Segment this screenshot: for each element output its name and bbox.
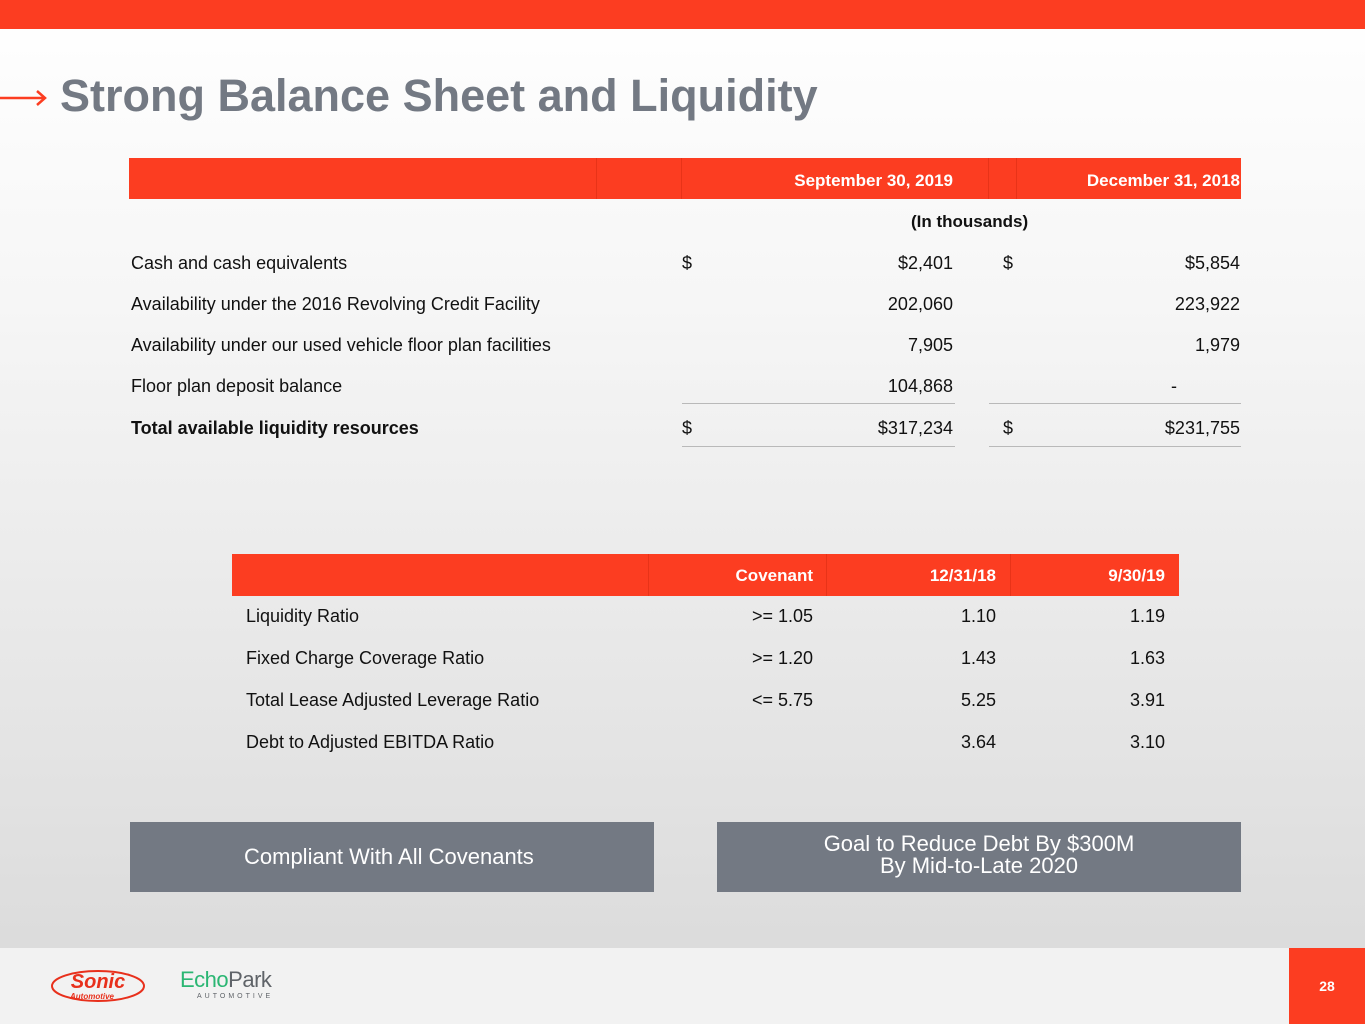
callout-line-1: Goal to Reduce Debt By $300M <box>823 831 1135 856</box>
value-2019: 104,868 <box>887 376 953 396</box>
page-number: 28 <box>1289 948 1365 1024</box>
value-2018: 1.43 <box>960 648 996 668</box>
row-label: Debt to Adjusted EBITDA Ratio <box>246 732 495 752</box>
row-label: Fixed Charge Coverage Ratio <box>246 648 485 668</box>
echopark-logo-echo: Echo <box>180 967 229 992</box>
value-2018: 1.10 <box>960 606 996 626</box>
callout-line-2: By Mid-to-Late 2020 <box>879 853 1079 878</box>
compliance-callout <box>130 822 654 892</box>
arrow-right-icon <box>0 86 48 110</box>
value-2018: 223,922 <box>1174 294 1240 314</box>
total-2018: $231,755 <box>1164 418 1240 438</box>
value-2019: 202,060 <box>887 294 953 314</box>
row-label: Availability under our used vehicle floor plan facilities <box>131 335 551 355</box>
row-label: Cash and cash equivalents <box>131 253 348 273</box>
value-2019: 7,905 <box>907 335 953 355</box>
header-covenant: Covenant <box>735 566 813 585</box>
covenant-value: >= 1.05 <box>751 606 813 626</box>
liquidity-table-header <box>129 158 1241 199</box>
row-label: Liquidity Ratio <box>246 606 360 626</box>
currency-symbol: $ <box>682 253 693 273</box>
header-sep-2019: September 30, 2019 <box>794 171 953 190</box>
currency-symbol: $ <box>682 418 693 438</box>
header-dec-2018: December 31, 2018 <box>1086 171 1240 190</box>
row-label: Floor plan deposit balance <box>131 376 343 396</box>
row-label: Availability under the 2016 Revolving Credit Facility <box>131 294 540 314</box>
total-rule <box>682 446 955 447</box>
currency-symbol: $ <box>1003 418 1014 438</box>
total-rule <box>989 446 1241 447</box>
covenant-value: >= 1.20 <box>751 648 813 668</box>
sonic-logo-text: Sonic <box>70 971 126 993</box>
slide-title: Strong Balance Sheet and Liquidity <box>60 70 818 121</box>
value-2019: 1.63 <box>1129 648 1165 668</box>
value-2019: $2,401 <box>897 253 953 273</box>
total-2019: $317,234 <box>877 418 953 438</box>
sonic-automotive-logo <box>50 968 146 1004</box>
value-2018: $5,854 <box>1184 253 1240 273</box>
value-2018: 3.64 <box>960 732 996 752</box>
debt-goal-callout <box>717 822 1241 892</box>
units-label: (In thousands) <box>911 212 1029 231</box>
header-2018: 12/31/18 <box>929 566 996 585</box>
currency-symbol: $ <box>1003 253 1014 273</box>
value-2019: 3.10 <box>1129 732 1165 752</box>
subtotal-rule <box>682 403 955 404</box>
value-2018: - <box>1171 376 1177 396</box>
row-label: Total Lease Adjusted Leverage Ratio <box>246 690 540 710</box>
echopark-logo-subtext: AUTOMOTIVE <box>197 993 274 1000</box>
sonic-logo-subtext: Automotive <box>70 992 114 1001</box>
top-accent-bar <box>0 0 1365 29</box>
echopark-logo-park: Park <box>228 967 272 992</box>
covenant-value: <= 5.75 <box>751 690 813 710</box>
covenant-table-header <box>232 554 1179 596</box>
header-2019: 9/30/19 <box>1108 566 1165 585</box>
value-2018: 5.25 <box>960 690 996 710</box>
total-label: Total available liquidity resources <box>131 418 419 438</box>
value-2018: 1,979 <box>1194 335 1240 355</box>
echopark-logo <box>180 967 271 993</box>
subtotal-rule <box>989 403 1241 404</box>
value-2019: 1.19 <box>1129 606 1165 626</box>
value-2019: 3.91 <box>1129 690 1165 710</box>
callout-text: Compliant With All Covenants <box>244 844 534 869</box>
